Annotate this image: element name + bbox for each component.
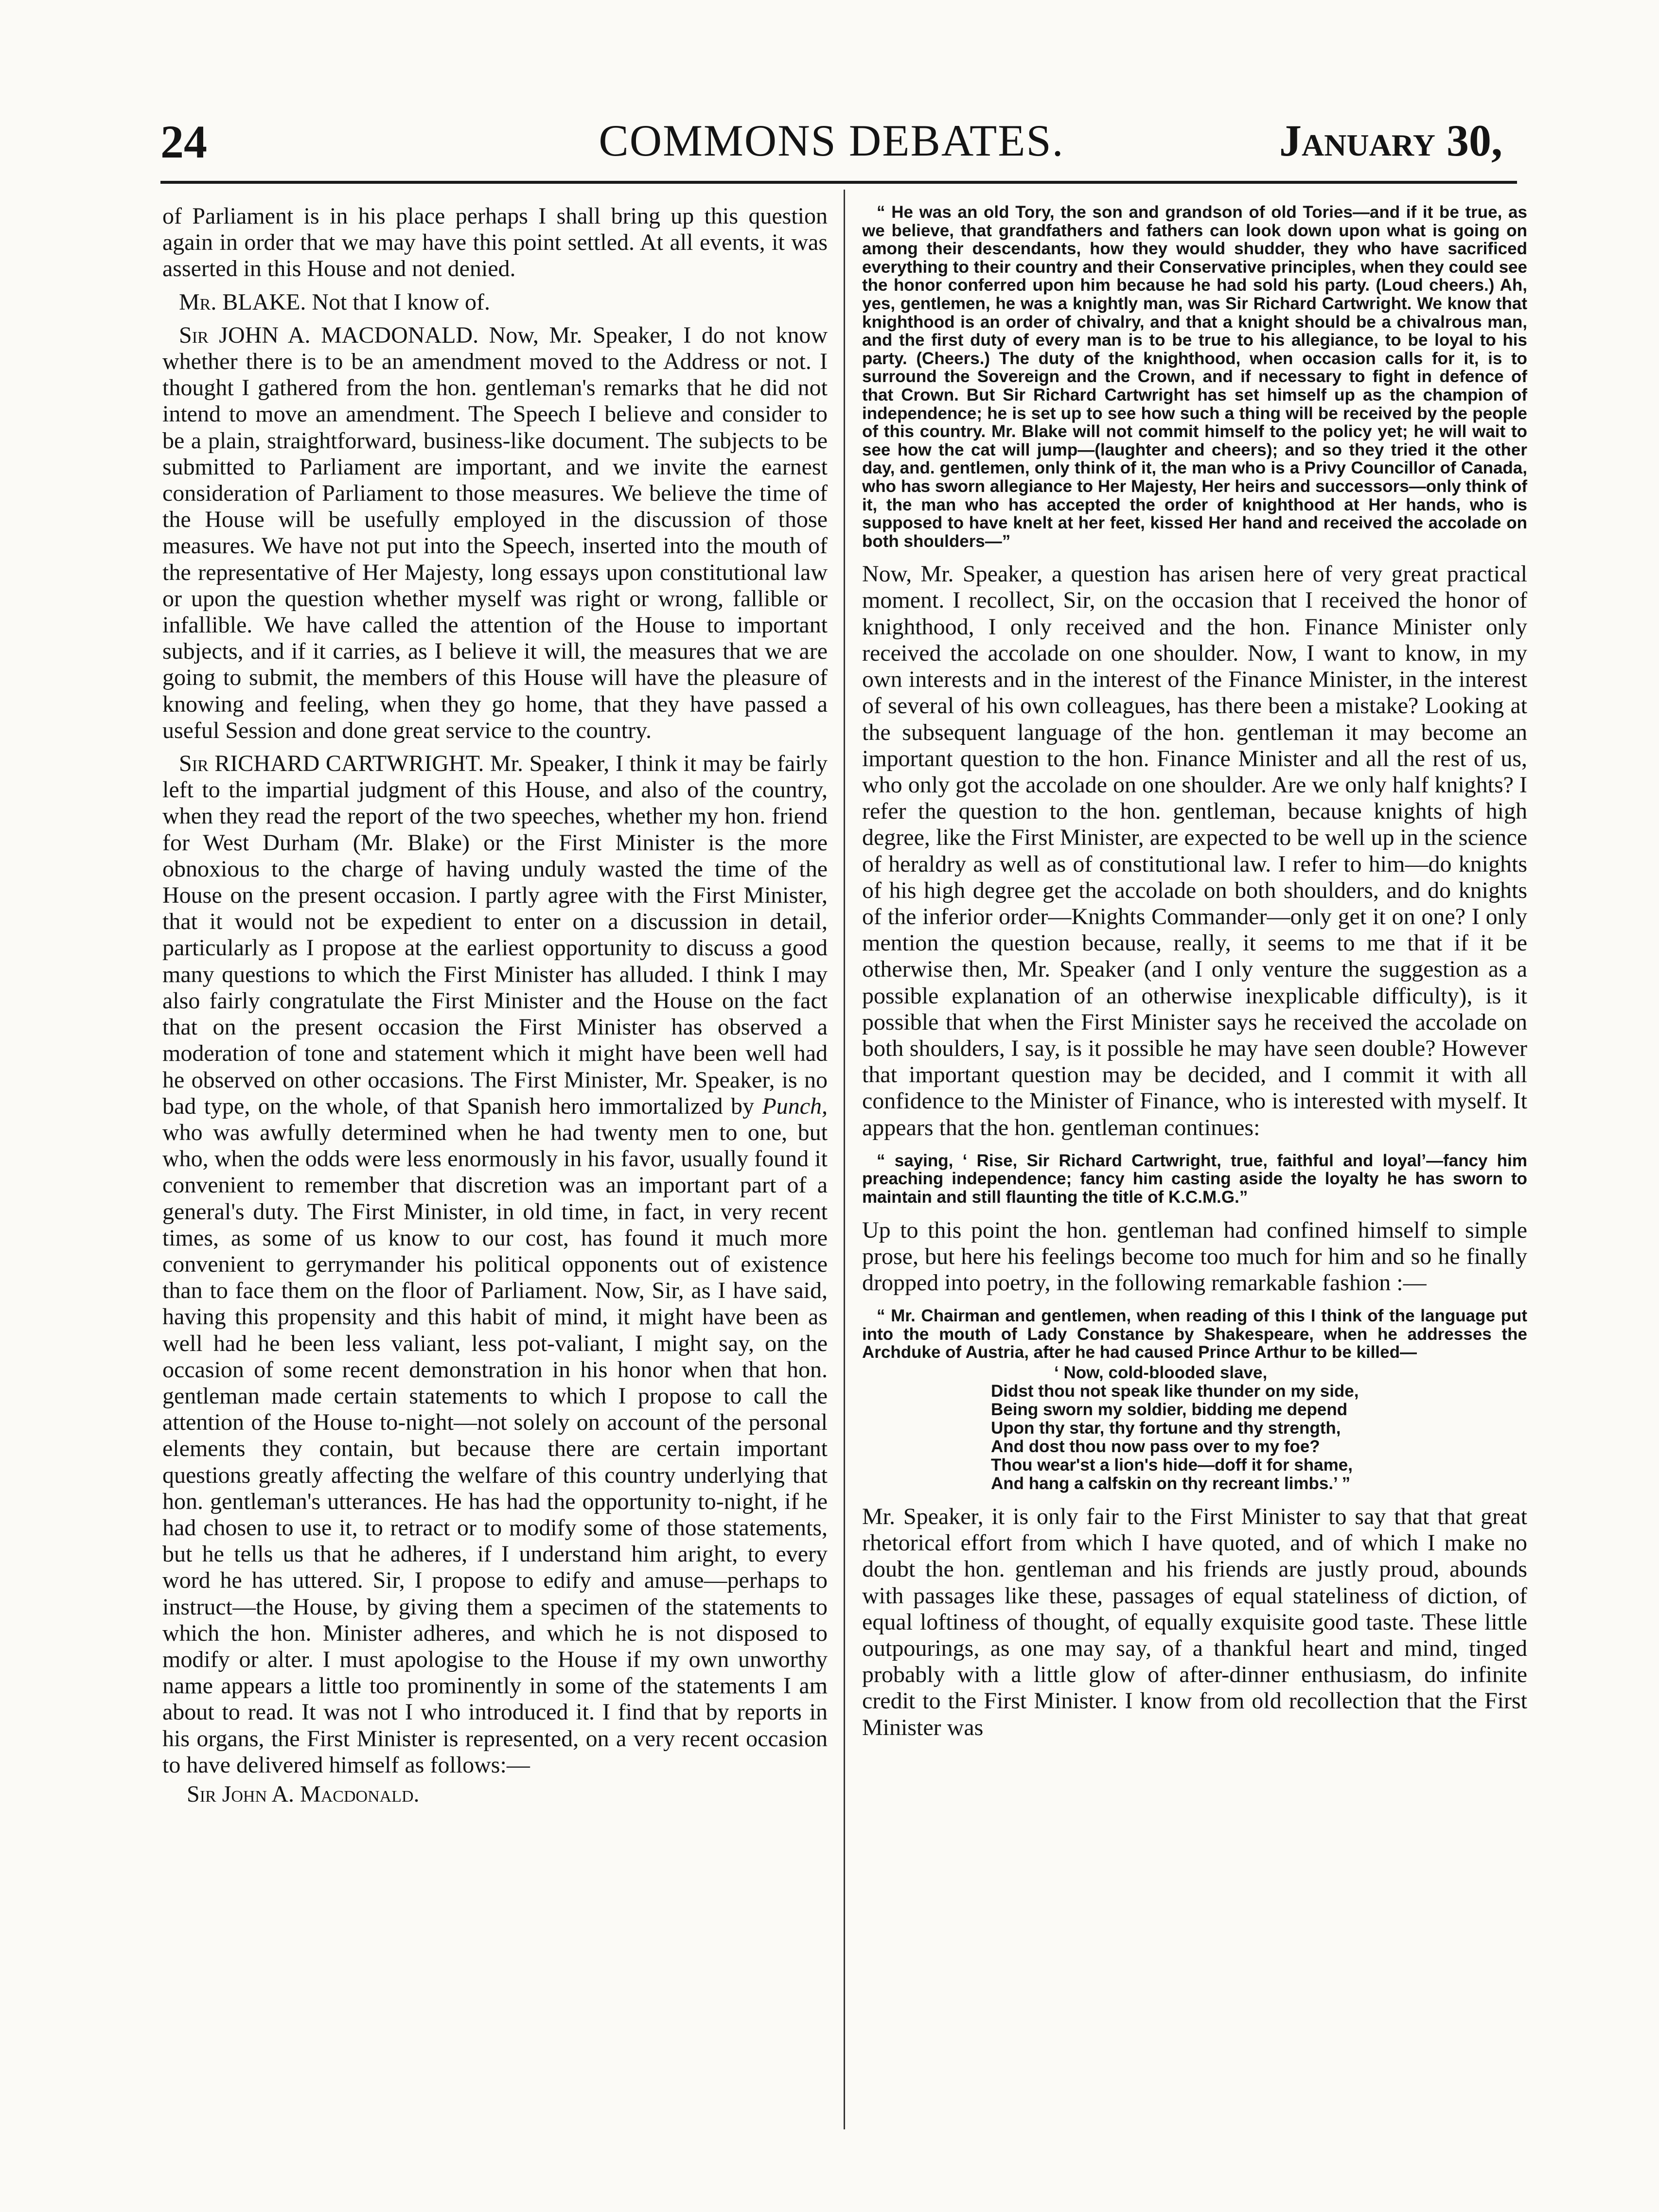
page-number: 24 bbox=[160, 116, 207, 168]
poem-line: ‘ Now, cold-blooded slave, bbox=[1054, 1363, 1268, 1382]
header-rule bbox=[160, 181, 1517, 184]
paragraph: Mr. Speaker, it is only fair to the First Minister to say that that great rhetorical effort from which I have quoted, and of which I make no doubt the hon. gentleman and his friends are justly proud, abounds with passages like these, passages of equal stateliness of diction, of equal loftiness of thought, of equally exquisite good taste. These little outpourings, as one may say, of a thankful heart and mind, tinged probably with a little glow of after-dinner enthusiasm, do infinite credit to the First Minister. I know from old recollection that the First Minister was bbox=[862, 1503, 1527, 1740]
poem-line: Being sworn my soldier, bidding me depend bbox=[991, 1400, 1348, 1419]
paragraph bbox=[162, 289, 828, 316]
speaker-name: Sir RICHARD CARTWRIGHT. bbox=[179, 751, 484, 777]
block-quote: “ Mr. Chairman and gentlemen, when reading of this I think of the language put into the mouth of Lady Constance by Shakespeare, when he addresses the Archduke of Austria, after he had caused Prince Arthur to be killed— bbox=[862, 1306, 1527, 1362]
speech-text: Now, Mr. Speaker, I do not know whether there is to be an amendment moved to the Address or not. I thought I gathered from the hon. gentleman's remarks that he did not intend to move an amendment. The Speech I believe and consider to be a plain, straightforward, business-like document. The subjects to be submitted to Parliament are important, and we invite the earnest consideration of Parliament to those measures. We believe the time of the House will be usefully employed in the discussion of those measures. We have not put into the Speech, inserted into the mouth of the representative of Her Majesty, long essays upon constitutional law or upon the question whether myself was right or wrong, fallible or infallible. We have called the attention of the House to important subjects, and if it carries, as I believe it will, the measures that we are going to submit, the members of this House will have the pleasure of knowing and feeling, when they go home, that they have passed a useful Session and done great service to the country. bbox=[162, 322, 828, 743]
paragraph bbox=[162, 751, 828, 1778]
quoted-speaker: Sir John A. Macdonald. bbox=[187, 1781, 420, 1807]
speech-text: who was awfully determined when he had twenty men to one, but who, when the odds were less enormously in his favor, usually found it convenient to remember that discretion was an important part of a general's duty. The First Minister, in old time, in fact, in very recent times, as some of us know to our cost, has found it much more convenient to gerrymander his political opponents out of existence than to face them on the floor of Parliament. Now, Sir, as I have said, having this propensity and this habit of mind, it might have been as well had he been less valiant, less pot-valiant, I might say, on the occasion of some recent demonstration in his honor when that hon. gentleman made certain statements to which I propose to call the attention of the House to-night—not solely on account of the personal elements they contain, but because there are certain important questions greatly affecting the welfare of this country underlying that hon. gentleman's utterances. He has had the opportunity to-night, if he had chosen to use it, to retract or to modify some of those statements, but he tells us that he adheres, if I understand him aright, to every word he has uttered. Sir, I propose to edify and amuse—perhaps to instruct—the House, by giving them a specimen of the statements to which the hon. Minister adheres, and which he is not disposed to modify or alter. I must apologise to the House if my own unworthy name appears a little too prominently in some of the statements I am about to read. It was not I who introduced it. I find that by reports in his organs, the First Minister is represented, on a very recent occasion to have delivered himself as follows:— bbox=[162, 1119, 828, 1778]
page-date: January 30, bbox=[1279, 116, 1502, 165]
poem-verse bbox=[991, 1364, 1527, 1493]
poem-line: Upon thy star, thy fortune and thy strength, bbox=[991, 1418, 1341, 1438]
poem-line: And dost thou now pass over to my foe? bbox=[991, 1437, 1320, 1456]
speaker-name: Mr. BLAKE. bbox=[179, 289, 306, 315]
page-title: COMMONS DEBATES. bbox=[599, 116, 1064, 165]
poem-line: Thou wear'st a lion's hide—doff it for shame, bbox=[991, 1455, 1353, 1475]
poem-line: Didst thou not speak like thunder on my side, bbox=[991, 1381, 1359, 1401]
right-column bbox=[862, 203, 1527, 1741]
paragraph: Up to this point the hon. gentleman had confined himself to simple prose, but here his feelings become too much for him and so he finally dropped into poetry, in the following remarkable fashion :— bbox=[862, 1217, 1527, 1296]
paragraph: Now, Mr. Speaker, a question has arisen here of very great practical moment. I recollect, Sir, on the occasion that I received the honor of knighthood, I only received and the hon. Finance Minister only received the accolade on one shoulder. Now, I want to know, in my own interests and in the interest of the Finance Minister, in the interest of several of his own colleagues, has there been a mistake? Looking at the subsequent language of the hon. gentleman it may become an important question to the hon. Finance Minister and all the rest of us, who only got the accolade on one shoulder. Are we only half knights? I refer the question to the hon. gentleman, because knights of high degree, like the First Minister, are expected to be well up in the science of heraldry as well as of constitutional law. I refer to him—do knights of his high degree get the accolade on both shoulders, and do knights of the inferior order—Knights Commander—only get it on one? I only mention the question because, really, it seems to me that if it be otherwise then, Mr. Speaker (and I only venture the suggestion as a possible explanation of an otherwise inexplicable difficulty), is it possible that when the First Minister says he received the accolade on both shoulders, I say, is it possible he may have seen double? However that important question may be decided, and I commit it with all confidence to the Minister of Finance, who is interested with myself. It appears that the hon. gentleman continues: bbox=[862, 561, 1527, 1141]
paragraph: of Parliament is in his place perhaps I shall bring up this question again in order that we may have this point settled. At all events, it was asserted in this House and not denied. bbox=[162, 203, 828, 282]
speech-text: Mr. Speaker, I think it may be fairly left to the impartial judgment of this House, and also of the country, when they read the report of the two speeches, whether my hon. friend for West Durham (Mr. Blake) or the First Minister is the more obnoxious to the charge of having unduly wasted the time of the House on the present occasion. I partly agree with the First Minister, that it would not be expedient to enter on a discussion in detail, particularly as I propose at the earliest opportunity to discuss a good many questions to which the First Minister has alluded. I think I may also fairly congratulate the First Minister and the House on the fact that on the present occasion the First Minister has observed a moderation of tone and statement which it might have been well had he observed on other occasions. The First Minister, Mr. Speaker, is no bad type, on the whole, of that Spanish hero immortalized by bbox=[162, 751, 828, 1119]
column-divider bbox=[844, 190, 845, 2129]
block-quote: “ He was an old Tory, the son and grandson of old Tories—and if it be true, as we believe, that grandfathers and fathers can look down upon what is going on among their descendants, how they would shudder, they who have sacrificed everything to their country and their Conservative principles, when they could see the honor conferred upon him because he had sold his party. (Loud cheers.) Ah, yes, gentlemen, he was a knightly man, was Sir Richard Cartwright. We know that knighthood is an order of chivalry, and that a knight should be a chivalrous man, and the first duty of every man is to be true to his allegiance, to be loyal to his party. (Cheers.) The duty of the knighthood, when occasion calls for it, is to surround the Sovereign and the Crown, and if necessary to fight in defence of that Crown. But Sir Richard Cartwright has set himself up as the champion of independence; he is set up to see how such a thing will be received by the people of this country. Mr. Blake will not commit himself to the policy yet; he will wait to see how the cat will jump—(laughter and cheers); and so they tried it the other day, and. gentlemen, only think of it, the man who is a Privy Councillor of Canada, who has sworn allegiance to Her Majesty, Her heirs and successors—only think of it, the man who has accepted the order of knighthood at Her hands, who is supposed to have knelt at her feet, kissed Her hand and received the accolade on both shoulders—” bbox=[862, 203, 1527, 551]
poem-line: And hang a calfskin on thy recreant limbs.’ ” bbox=[991, 1474, 1351, 1493]
block-quote: “ saying, ‘ Rise, Sir Richard Cartwright, true, faithful and loyal’—fancy him preaching independence; fancy him casting aside the loyalty he has sworn to maintain and still flaunting the title of K.C.M.G.” bbox=[862, 1151, 1527, 1207]
speech-text: Not that I know of. bbox=[306, 289, 490, 315]
left-column bbox=[162, 203, 828, 1808]
speaker-name: Sir JOHN A. MACDONALD. bbox=[179, 322, 479, 348]
page-header bbox=[160, 115, 1502, 173]
paragraph bbox=[162, 322, 828, 744]
italic-text: Punch, bbox=[762, 1093, 828, 1119]
